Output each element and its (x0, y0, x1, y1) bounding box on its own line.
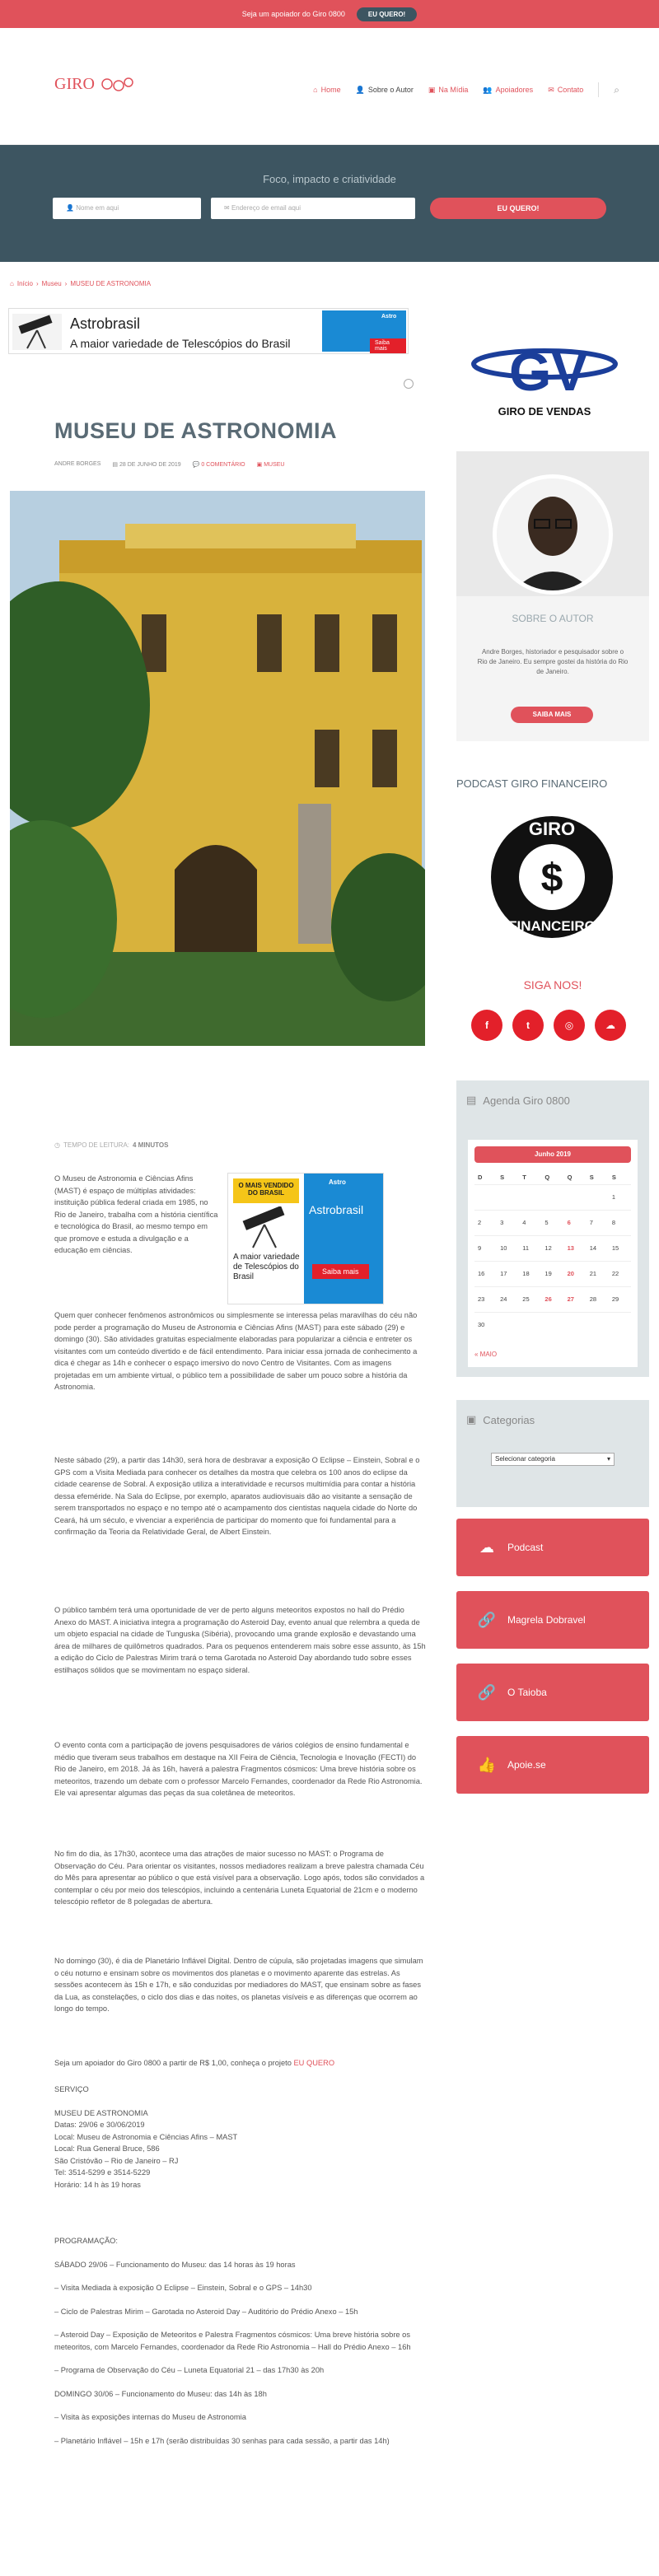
agenda-widget (456, 1080, 649, 1377)
avatar (493, 474, 613, 595)
calendar-day[interactable]: 17 (497, 1261, 519, 1286)
soundcloud-icon: ☁ (479, 1538, 494, 1556)
programacao-item: – Asteroid Day – Exposição de Meteoritos e Palestra Fragmentos cósmicos: Uma breve história sobre os meteoritos, com Marcelo Fernandes, coordenador da Rede Rio Astronomia – Hall do Prédio Anexo – 16h (54, 2331, 411, 2351)
programacao-item: DOMINGO 30/06 – Funcionamento do Museu: das 14h às 18h (54, 2389, 267, 2398)
podcast-logo-bottom: FINANCEIRO (508, 918, 596, 934)
sidebar-link-label: Podcast (507, 1542, 544, 1553)
chevron-down-icon: ▾ (606, 1455, 610, 1463)
paragraph-7: No domingo (30), é dia de Planetário Inflável Digital. Dentro de cúpula, são projetadas imagens que simulam o céu noturno e ensinam sobre os movimentos dos planetas e o movimento aparente das estrelas. As sessões acontecem às 15h e 17h, e são conduzidas por mediadores do MAST, que ensinam sobre as fases da Lua, as constelações, o ciclo dos dias e das noites, os planetas visíveis e as diferenças que ocorrem ao longo do tempo. (54, 1957, 423, 2013)
breadcrumb-category[interactable]: Museu (41, 280, 62, 287)
ad-title: Astrobrasil (70, 315, 141, 332)
calendar-day[interactable]: 21 (587, 1261, 609, 1286)
svg-text:GV: GV (509, 341, 588, 402)
post-comments[interactable]: 0 COMENTÁRIO (201, 462, 245, 468)
calendar-day[interactable]: 7 (587, 1210, 609, 1235)
top-bar-text: Seja um apoiador do Giro 0800 (241, 10, 345, 18)
ad-info-icon[interactable] (404, 379, 414, 389)
link-icon: 🔗 (477, 1683, 497, 1701)
servico-title: SERVIÇO (54, 2085, 89, 2093)
user-icon: 👤 (66, 204, 77, 212)
post-date: 28 DE JUNHO DE 2019 (119, 462, 181, 468)
calendar-day[interactable]: 19 (541, 1261, 563, 1286)
servico-line: Local: Museu de Astronomia e Ciências Afins – MAST (54, 2132, 238, 2141)
reading-time (54, 1141, 168, 1149)
nav-label: Na Mídia (438, 86, 469, 94)
ad-inline-text: A maior variedade de Telescópios do Brasil (233, 1253, 300, 1281)
support-link[interactable]: EU QUERO (293, 2059, 335, 2067)
calendar-day-event[interactable]: 26 (541, 1286, 563, 1312)
breadcrumb (10, 280, 151, 287)
post-title: MUSEU DE ASTRONOMIA (54, 418, 338, 443)
calendar-day[interactable]: 11 (519, 1235, 541, 1261)
categories-select-value: Selecionar categoria (495, 1455, 555, 1463)
clock-icon: ◷ (54, 1141, 60, 1149)
agenda-title: Agenda Giro 0800 (483, 1094, 570, 1107)
thumbs-up-icon: 👍 (477, 1756, 497, 1773)
calendar-day[interactable]: 24 (497, 1286, 519, 1312)
podcast-logo-top: GIRO (528, 819, 576, 839)
author-card (456, 451, 649, 741)
hero-title: Foco, impacto e criatividade (263, 173, 396, 185)
ad-cta[interactable]: Saiba mais (370, 338, 406, 353)
programacao-item: – Visita Mediada à exposição O Eclipse – Einstein, Sobral e o GPS – 14h30 (54, 2284, 312, 2292)
breadcrumb-sep: › (35, 280, 39, 287)
top-bar (0, 0, 659, 28)
folder-icon: ▣ (256, 462, 264, 468)
nav-label: Contato (557, 86, 584, 94)
nav-contact[interactable] (548, 86, 583, 95)
post-author[interactable]: ANDRE BORGES (54, 461, 101, 467)
email-input-placeholder: Endereço de email aqui (231, 204, 301, 212)
follow-heading: SIGA NOS! (523, 978, 582, 992)
categories-widget (456, 1400, 649, 1507)
weekday: S (500, 1174, 505, 1182)
main-nav (313, 82, 619, 97)
weekday: T (522, 1174, 526, 1182)
instagram-icon[interactable]: ◎ (554, 1010, 585, 1041)
nav-label: Home (320, 86, 341, 94)
calendar-icon: ▤ (466, 1094, 477, 1106)
telescope-image (12, 314, 62, 350)
calendar-day[interactable]: 4 (519, 1210, 541, 1235)
giro-financeiro-logo[interactable] (478, 807, 626, 947)
breadcrumb-current: MUSEU DE ASTRONOMIA (70, 280, 152, 287)
calendar-day-event[interactable]: 13 (564, 1235, 587, 1261)
sidebar-link-magrela[interactable] (456, 1591, 649, 1649)
calendar-day[interactable]: 3 (497, 1210, 519, 1235)
servico-section (54, 2084, 427, 2191)
servico-line: São Cristóvão – Rio de Janeiro – RJ (54, 2156, 179, 2165)
sidebar-link-label: Magrela Dobravel (507, 1614, 586, 1626)
site-header (0, 28, 659, 145)
ad-inline[interactable] (227, 1173, 384, 1304)
ad-banner-top[interactable] (8, 308, 409, 354)
nav-supporters[interactable] (483, 86, 533, 95)
sidebar-link-apoiese[interactable] (456, 1736, 649, 1794)
servico-line: MUSEU DE ASTRONOMIA (54, 2108, 148, 2117)
programacao-section (54, 2235, 427, 2447)
twitter-icon[interactable]: t (512, 1010, 544, 1041)
categories-select[interactable] (491, 1453, 615, 1466)
calendar-day-event[interactable]: 27 (564, 1286, 587, 1312)
calendar-day[interactable]: 9 (474, 1235, 497, 1261)
paragraph-2: Quem quer conhecer fenômenos astronômicos ou simplesmente se interessa pelas maravilhas do céu não pode perder a programação do Museu de Astronomia e Ciências Afins (MAST) para este sábado (29) e domingo (30). São atividades gratuitas especialmente elaboradas para popularizar a ciência e entreter os visitantes com um conteúdo divertido e de fácil entendimento. Para iniciar essa jornada de conhecimento a dica é chegar as 14h e conhecer o espaço imersivo do novo Centro de Visitantes. Com as imagens projetadas em um ambiente virtual, o público tem a possibilidade de saber um pouco sobre a história da Astronomia. (54, 1311, 418, 1391)
facebook-icon[interactable]: f (471, 1010, 502, 1041)
calendar-icon: ▤ (112, 462, 119, 468)
calendar-day-event[interactable]: 20 (564, 1261, 587, 1286)
nav-media[interactable] (428, 86, 469, 95)
ad-inline-badge: O MAIS VENDIDO DO BRASIL (233, 1178, 299, 1203)
calendar-day[interactable]: 28 (587, 1286, 609, 1312)
ad-brand: Astro (381, 314, 397, 320)
sidebar-link-taioba[interactable] (456, 1664, 649, 1721)
programacao-item: – Ciclo de Palestras Mirim – Garotada no Asteroid Day – Auditório do Prédio Anexo – 15h (54, 2307, 358, 2316)
ad-blue-panel (322, 310, 406, 352)
group-icon: 👥 (483, 85, 493, 94)
servico-line: Tel: 3514-5299 e 3514-5229 (54, 2168, 151, 2177)
weekday: Q (544, 1174, 550, 1182)
programacao-item: SÁBADO 29/06 – Funcionamento do Museu: das 14 horas às 19 horas (54, 2260, 296, 2269)
ad-inline-name: Astrobrasil (309, 1203, 364, 1216)
name-input-placeholder: Nome em aqui (76, 204, 119, 212)
support-line (54, 2057, 427, 2070)
giro-de-vendas-logo[interactable] (466, 326, 623, 425)
calendar-day[interactable]: 23 (474, 1286, 497, 1312)
paragraph-6: No fim do dia, às 17h30, acontece uma das atrações de maior sucesso no MAST: o Programa de Observação do Céu. Para orientar os visitantes, nossos mediadores realizam a breve palestra chamada Céu do Mês para apresentar ao público o que está visível para a observação. Logo após, todos são convidados a contemplar o céu por meio dos telescópios, incluindo a centenária Luneta Equatorial de 21cm e o moderno telescópio refletor de 8 polegadas de abertura. (54, 1850, 425, 1906)
calendar-day[interactable]: 14 (587, 1235, 609, 1261)
calendar-day[interactable]: 1 (609, 1184, 631, 1210)
calendar-day[interactable]: 29 (609, 1286, 631, 1312)
gv-text: GIRO DE VENDAS (498, 405, 591, 418)
ad-inline-cta[interactable]: Saiba mais (312, 1264, 369, 1279)
reading-value: 4 MINUTOS (133, 1141, 169, 1149)
mail-icon: ✉ (224, 204, 231, 212)
video-icon: ▣ (428, 85, 436, 94)
search-icon[interactable]: ⌕ (614, 83, 619, 96)
home-icon: ⌂ (10, 280, 14, 287)
name-input[interactable] (53, 198, 201, 219)
newsletter-hero (0, 145, 659, 262)
calendar-day[interactable]: 22 (609, 1261, 631, 1286)
calendar-day[interactable]: 2 (474, 1210, 497, 1235)
email-input[interactable] (211, 198, 415, 219)
calendar-day[interactable]: 10 (497, 1235, 519, 1261)
mail-icon: ✉ (548, 85, 554, 94)
ad-inline-left (228, 1174, 304, 1304)
post-meta (54, 461, 284, 468)
podcast-heading: PODCAST GIRO FINANCEIRO (456, 777, 608, 790)
calendar-day[interactable]: 8 (609, 1210, 631, 1235)
link-icon: 🔗 (477, 1611, 497, 1628)
nav-label: Sobre o Autor (367, 86, 414, 94)
breadcrumb-sep: › (64, 280, 68, 287)
categories-title: Categorias (483, 1413, 535, 1426)
calendar-day-event[interactable]: 6 (564, 1210, 587, 1235)
support-text: Seja um apoiador do Giro 0800 a partir de R$ 1,00, conheça o projeto (54, 2059, 294, 2067)
top-bar-button[interactable]: EU QUERO! (357, 7, 417, 21)
servico-line: Horário: 14 h às 19 horas (54, 2180, 141, 2189)
calendar-month: Junho 2019 (474, 1146, 631, 1163)
social-links (471, 1010, 626, 1041)
site-logo[interactable] (53, 69, 135, 102)
paragraph-4: O público também terá uma oportunidade de ver de perto alguns meteoritos expostos no hall do Prédio Anexo do MAST. A iniciativa integra a programação do Asteroid Day, evento anual que relembra a queda de um objeto espacial na cidade de Tunguska (Sibéria), provocando uma grande explosão e devastando uma área de milhares de quilômetros quadrados. Para os pequenos entenderem mais sobre esse assunto, às 15h a edição do Ciclo de Palestras Mirim trará o tema Garotada no Asteroid Day abordando tudo sobre esses estilhaços sólidos que se movimentam no espaço sideral. (54, 1606, 426, 1674)
hero-submit-button[interactable]: EU QUERO! (430, 198, 606, 219)
author-description: Andre Borges, historiador e pesquisador sobre o Rio de Janeiro. Eu sempre gostei da história do Rio de Janeiro. (477, 648, 629, 675)
calendar-table (474, 1171, 631, 1337)
weekday: S (589, 1174, 594, 1182)
museum-photo (10, 491, 425, 1046)
calendar-day[interactable]: 18 (519, 1261, 541, 1286)
calendar-day[interactable]: 25 (519, 1286, 541, 1312)
author-more-button[interactable]: SAIBA MAIS (511, 707, 593, 723)
soundcloud-icon[interactable]: ☁ (595, 1010, 626, 1041)
folder-icon: ▣ (466, 1413, 477, 1426)
calendar-day[interactable]: 12 (541, 1235, 563, 1261)
weekday: D (478, 1174, 483, 1182)
calendar-day[interactable]: 5 (541, 1210, 563, 1235)
telescope-image (235, 1206, 297, 1249)
programacao-item: – Programa de Observação do Céu – Luneta Equatorial 21 – das 17h30 às 20h (54, 2366, 325, 2374)
post-category[interactable]: MUSEU (264, 462, 285, 468)
paragraph-1: O Museu de Astronomia e Ciências Afins (MAST) é espaço de múltiplas atividades: instituição pública federal criada em 1985, no Rio de Janeiro, trabalha com a história científica e tecnológica do Brasil, ao mesmo tempo em que promove e estuda a divulgação e a educação em ciências. (54, 1174, 218, 1254)
nav-home[interactable] (313, 86, 340, 94)
paragraph-3: Neste sábado (29), a partir das 14h30, será hora de desbravar a exposição O Eclipse – Einstein, Sobral e o GPS com a Visita Mediada para conhecer os detalhes da mostra que celebra os 100 anos do eclipse da cidade cearense de Sobral. A exposição utiliza a interatividade e recursos multimídia para contar a história dessa efeméride. Na Sala do Eclipse, por exemplo, aparatos audiovisuais dão ao visitante a sensação de serem transportados no espaço e no tempo até o acampamento dos cientistas naquela cidade do Norte do Ceará, há um século, e vivenciar a experiência de participar do momento que foi fundamental para a confirmação da Teoria da Relatividade Geral, de Albert Einstein. (54, 1456, 420, 1536)
programacao-item: – Planetário Inflável – 15h e 17h (serão distribuídas 30 senhas para cada sessão, a partir das 14h) (54, 2436, 390, 2445)
calendar-day[interactable]: 30 (474, 1312, 497, 1337)
calendar-prev-link[interactable]: « MAIO (474, 1351, 498, 1358)
breadcrumb-home[interactable]: Início (16, 280, 33, 287)
ad-inline-brand: Astro (329, 1178, 346, 1186)
paragraph-5: O evento conta com a participação de jovens pesquisadores de vários colégios de ensino fundamental e médio que tiveram seus trabalhos em destaque na XII Feira de Ciência, Tecnologia e Inovação (FECTI) do Rio de Janeiro, em 2018. Já às 16h, haverá a palestra Fragmentos cósmicos: Uma breve história sobre os meteoritos, trazendo um debate com o professor Marcelo Fernandes, coordenador da Rede Rio Astronomia. Ele vai apresentar algumas das peças da sua coletânea de meteoritos. (54, 1741, 423, 1797)
logo-text: GIRO (54, 75, 95, 93)
home-icon: ⌂ (313, 86, 318, 94)
nav-about[interactable] (356, 86, 414, 95)
programacao-title: PROGRAMAÇÃO: (54, 2237, 118, 2245)
reading-label: TEMPO DE LEITURA: (63, 1141, 129, 1149)
sidebar-link-label: O Taioba (507, 1687, 547, 1698)
comment-icon: 💬 (192, 462, 202, 468)
user-icon: 👤 (355, 85, 365, 94)
nav-divider (598, 82, 599, 97)
sidebar-link-label: Apoie.se (507, 1759, 546, 1771)
sidebar-link-podcast[interactable] (456, 1519, 649, 1576)
nav-label: Apoiadores (495, 86, 534, 94)
servico-line: Local: Rua General Bruce, 586 (54, 2144, 160, 2153)
calendar-day[interactable]: 15 (609, 1235, 631, 1261)
weekday: Q (567, 1174, 573, 1182)
weekday: S (611, 1174, 616, 1182)
calendar (468, 1140, 638, 1367)
svg-text:$: $ (540, 856, 563, 900)
author-title: SOBRE O AUTOR (512, 613, 594, 624)
servico-line: Datas: 29/06 e 30/06/2019 (54, 2121, 145, 2129)
programacao-item: – Visita às exposições internas do Museu de Astronomia (54, 2413, 246, 2421)
ad-inline-right (304, 1174, 383, 1304)
ad-subtitle: A maior variedade de Telescópios do Brasil (70, 337, 291, 350)
calendar-day[interactable]: 16 (474, 1261, 497, 1286)
